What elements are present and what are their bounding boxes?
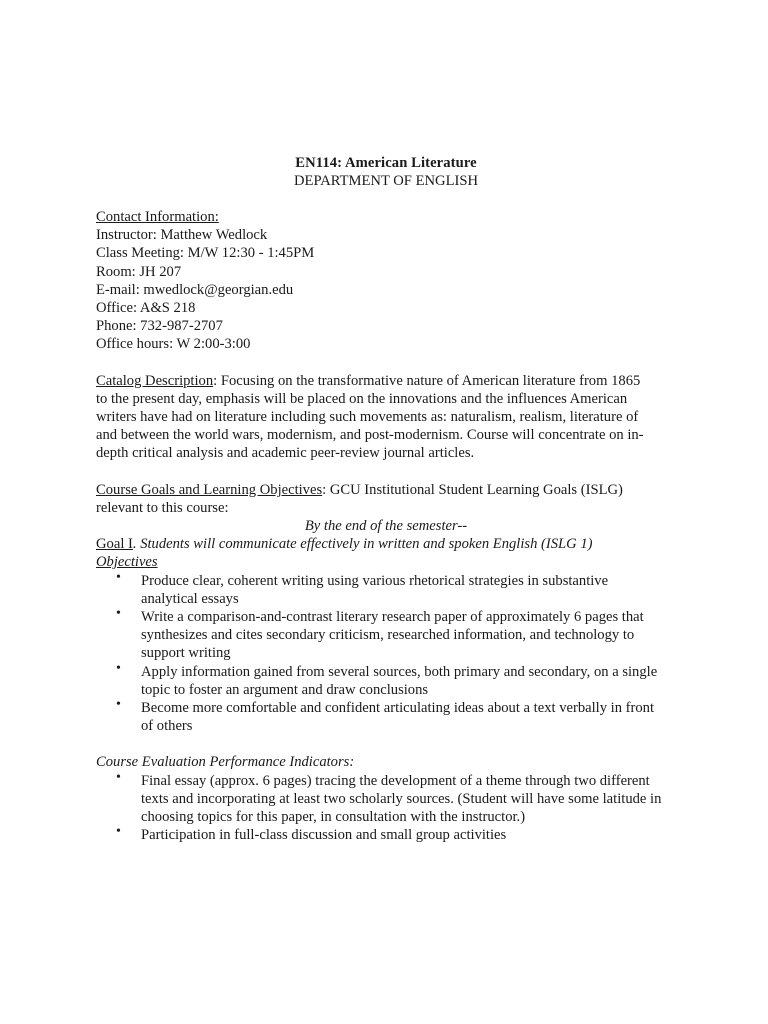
list-item-text: Apply information gained from several sources, both primary and secondary, on a single — [141, 663, 658, 680]
catalog-line: writers have had on literature including such movements as: naturalism, realism, literature of — [96, 409, 639, 426]
evaluation-list — [96, 769, 696, 845]
objectives-heading: Objectives — [96, 554, 158, 571]
contact-office: Office: A&S 218 — [96, 300, 196, 317]
evaluation-heading: Course Evaluation Performance Indicators: — [96, 754, 355, 771]
list-item-text: Produce clear, coherent writing using various rhetorical strategies in substantive — [141, 572, 609, 589]
catalog-line: to the present day, emphasis will be placed on the innovations and the influences American — [96, 390, 628, 407]
list-item-text: topic to foster an argument and draw conclusions — [141, 681, 429, 698]
list-item — [116, 660, 696, 699]
catalog-line: : Focusing on the transformative nature of American literature from 1865 — [213, 372, 641, 389]
contact-instructor: Instructor: Matthew Wedlock — [96, 227, 268, 244]
contact-class-meeting: Class Meeting: M/W 12:30 - 1:45PM — [96, 245, 315, 262]
list-item — [116, 769, 696, 827]
list-item-text: Become more comfortable and confident articulating ideas about a text verbally in front — [141, 700, 655, 717]
goals-heading: Course Goals and Learning Objectives — [96, 481, 323, 498]
list-item-text: choosing topics for this paper, in consultation with the instructor.) — [141, 809, 526, 826]
list-item-text: Final essay (approx. 6 pages) tracing the development of a theme through two different — [141, 772, 650, 789]
catalog-heading: Catalog Description — [96, 372, 214, 389]
goal-1 — [96, 535, 696, 553]
objectives-list — [96, 569, 696, 736]
list-item — [116, 569, 696, 608]
bullet-icon: • — [116, 697, 121, 713]
list-item-text: analytical essays — [141, 590, 239, 607]
bullet-icon: • — [116, 660, 121, 676]
course-title: EN114: American Literature — [295, 155, 477, 171]
goal-1-label: Goal I — [96, 536, 133, 553]
catalog-description — [96, 372, 696, 390]
semester-note: By the end of the semester-- — [304, 518, 468, 535]
list-item-text: Participation in full-class discussion and small group activities — [141, 827, 507, 844]
goals-intro — [96, 481, 696, 499]
syllabus-body — [96, 208, 696, 845]
list-item — [116, 824, 696, 844]
goals-intro-text: relevant to this course: — [96, 499, 229, 516]
list-item-text: of others — [141, 718, 193, 735]
list-item — [116, 697, 696, 735]
bullet-icon: • — [116, 824, 121, 840]
title-block — [0, 154, 768, 190]
contact-room: Room: JH 207 — [96, 263, 182, 280]
list-item-text: texts and incorporating at least two scholarly sources. (Student will have some latitude in — [141, 790, 662, 807]
department-name: DEPARTMENT OF ENGLISH — [294, 173, 478, 190]
bullet-icon: • — [116, 569, 121, 585]
contact-office-hours: Office hours: W 2:00-3:00 — [96, 336, 251, 353]
contact-email: E-mail: mwedlock@georgian.edu — [96, 281, 294, 298]
catalog-line: depth critical analysis and academic peer-review journal articles. — [96, 445, 475, 462]
list-item-text: Write a comparison-and-contrast literary research paper of approximately 6 pages that — [141, 609, 644, 626]
list-item — [116, 606, 696, 663]
contact-heading: Contact Information: — [96, 209, 219, 225]
goals-intro-text: : GCU Institutional Student Learning Goals (ISLG) — [322, 481, 623, 498]
goal-1-text: . Students will communicate effectively in written and spoken English (ISLG 1) — [132, 536, 593, 553]
contact-phone: Phone: 732-987-2707 — [96, 318, 223, 335]
list-item-text: support writing — [141, 645, 231, 662]
bullet-icon: • — [116, 769, 121, 785]
catalog-line: and between the world wars, modernism, and post-modernism. Course will concentrate on in- — [96, 427, 644, 444]
list-item-text: synthesizes and cites secondary criticism, researched information, and technology to — [141, 627, 635, 644]
bullet-icon: • — [116, 606, 121, 622]
